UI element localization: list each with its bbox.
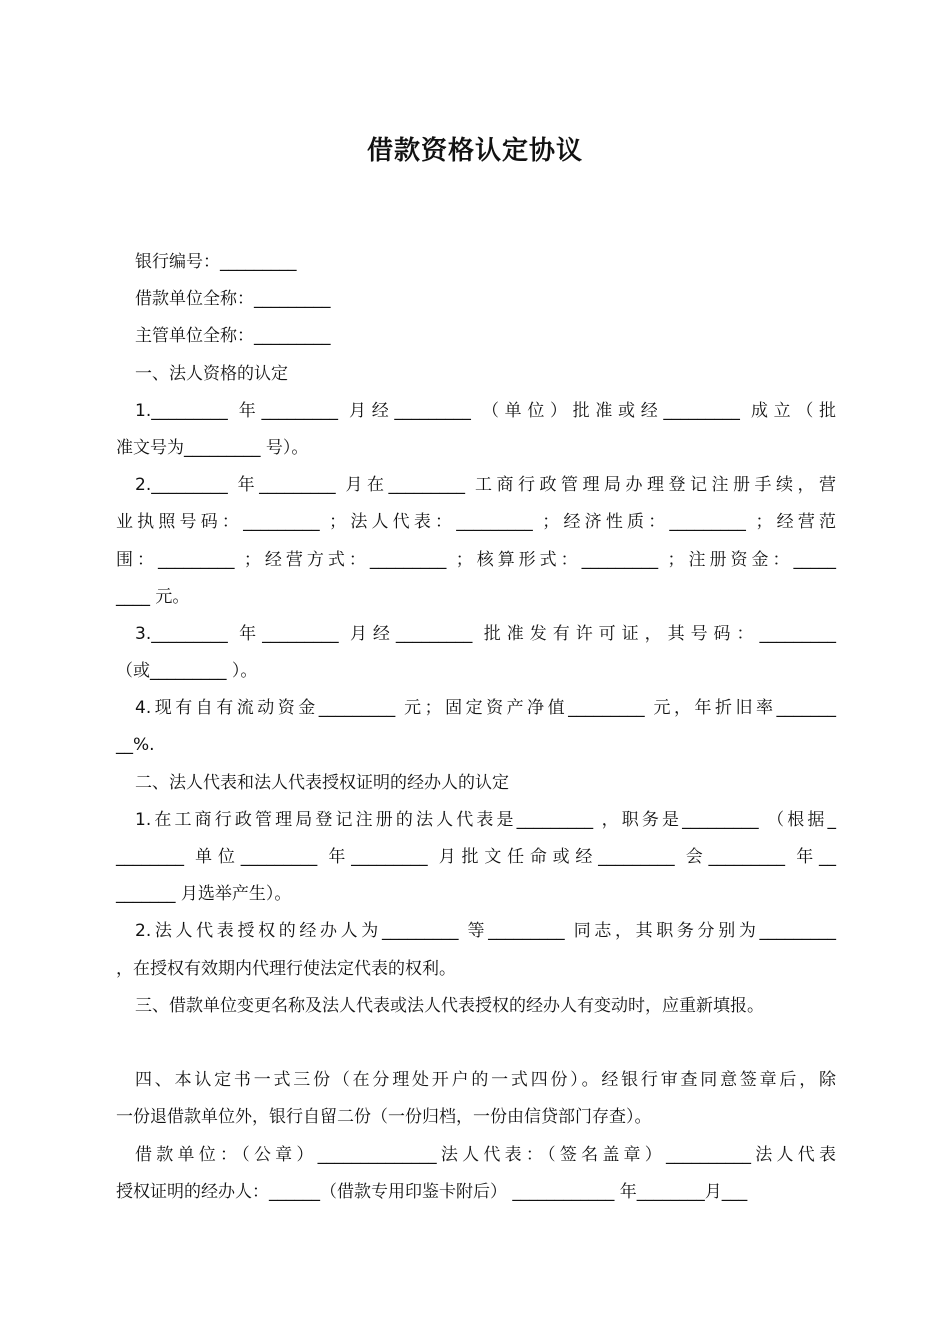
paragraph-line: 4.现有自有流动资金_________ 元；固定资产净值_________ 元，年折旧率_______ (135, 698, 836, 719)
paragraph-line: 1.在工商行政管理局登记注册的法人代表是_________ ，职务是_________ （根据_ (135, 809, 836, 830)
paragraph-line: （或_________ ）。 (116, 661, 258, 682)
paragraph-line: ，在授权有效期内代理行使法定代表的权利。 (116, 958, 456, 979)
paragraph-line: ________ 单位_________ 年_________ 月批文任命或经_________ 会_________ 年__ (116, 847, 836, 867)
paragraph-line: __%. (116, 735, 155, 756)
paragraph-line: 一份退借款单位外，银行自留二份（一份归档，一份由信贷部门存查）。 (116, 1107, 652, 1128)
document-body (116, 244, 836, 1211)
paragraph-line: 2.法人代表授权的经办人为_________ 等_________ 同志，其职务分别为_________ (135, 921, 836, 942)
section-heading-2: 二、法人代表和法人代表授权证明的经办人的认定 (135, 772, 509, 793)
paragraph-line: ____ 元。 (116, 586, 190, 607)
section-heading-4: 四、本认定书一式三份（在分理处开户的一式四份）。经银行审查同意签章后，除 (135, 1070, 836, 1091)
paragraph-line: 1._________ 年_________ 月经_________ （单位）批准或经_________ 成立（批 (135, 400, 836, 421)
paragraph-line: 围：_________ ；经营方式：_________ ；核算形式：_________ ；注册资金：_____ (116, 549, 836, 570)
paragraph-line: 3._________ 年_________ 月经_________ 批准发有许可证，其号码：_________ (135, 623, 836, 644)
section-heading-3: 三、借款单位变更名称及法人代表或法人代表授权的经办人有变动时，应重新填报。 (135, 995, 764, 1016)
paragraph-line: 业执照号码：_________ ；法人代表：_________ ；经济性质：_________ ；经营范 (116, 512, 836, 533)
borrower-name-line: 借款单位全称：_________ (135, 289, 331, 310)
supervisor-name-line: 主管单位全称：_________ (135, 326, 331, 347)
bank-number-line: 银行编号：_________ (135, 252, 297, 272)
signature-line: 授权证明的经办人：______（借款专用印鉴卡附后） ____________ 年________月___ (116, 1181, 748, 1202)
document-title: 借款资格认定协议 (366, 136, 583, 166)
paragraph-line: 准文号为_________ 号）。 (116, 437, 309, 458)
paragraph-line: _______ 月选举产生）。 (116, 884, 292, 905)
blank-gap (116, 1025, 836, 1062)
section-heading-1: 一、法人资格的认定 (135, 363, 288, 384)
signature-line: 借款单位：（公章）______________法人代表：（签名盖章）__________法人代表 (135, 1144, 836, 1165)
paragraph-line: 2._________ 年_________ 月在_________ 工商行政管理局办理登记注册手续，营 (135, 475, 836, 496)
